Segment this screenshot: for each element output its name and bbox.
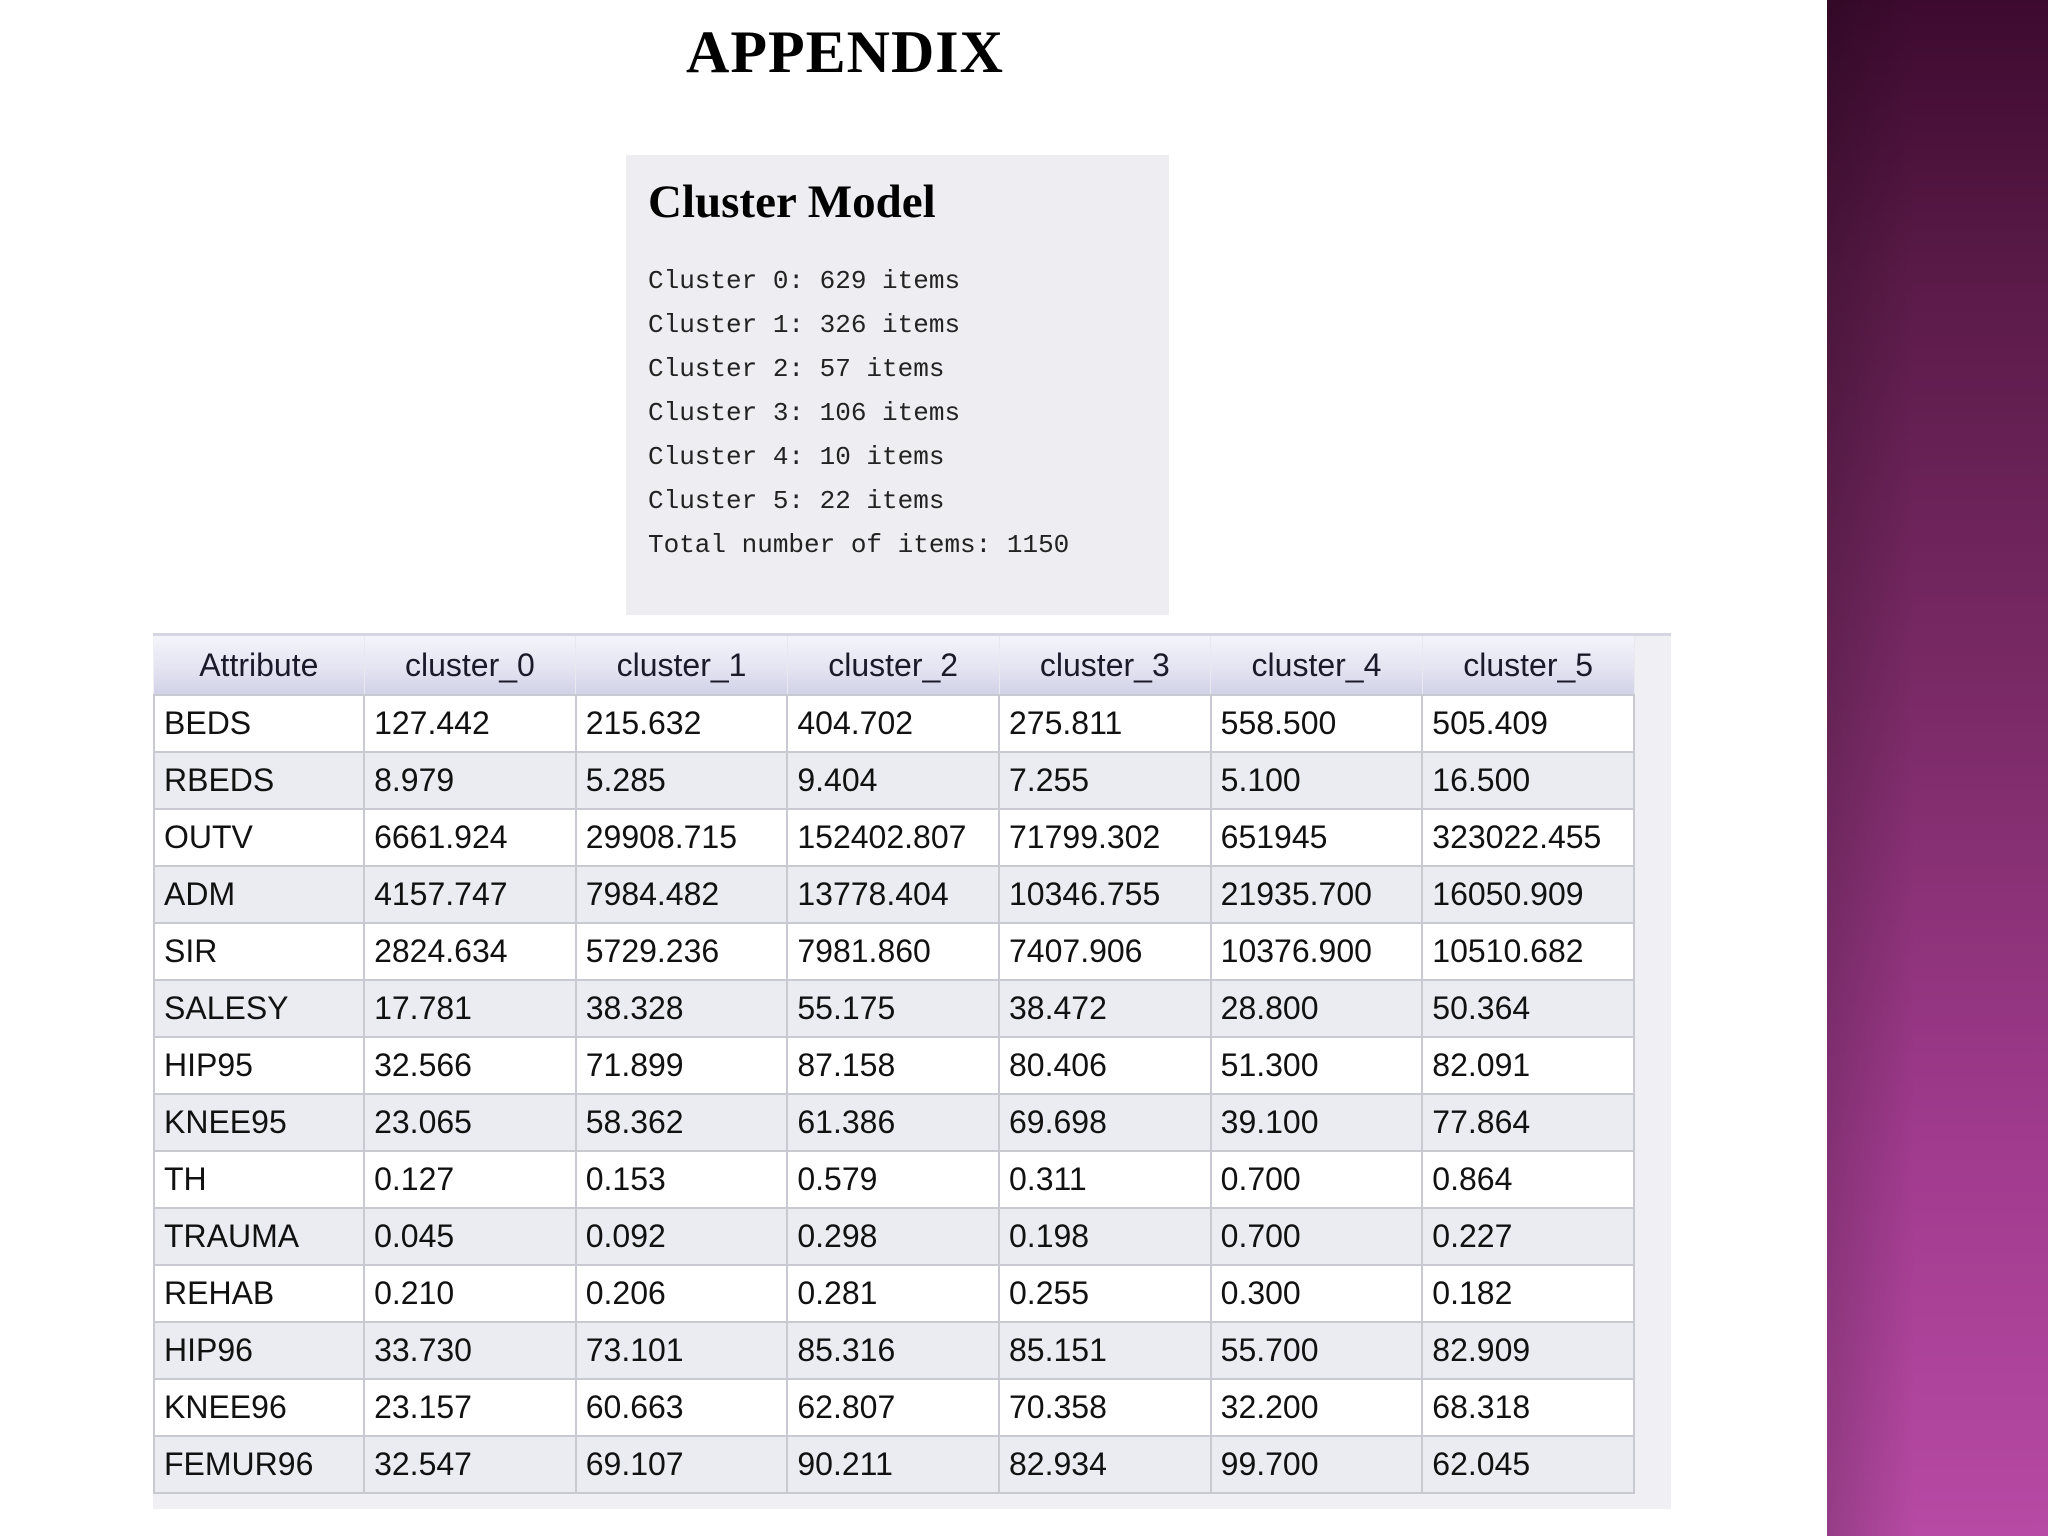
value-cell: 32.200 xyxy=(1211,1379,1423,1436)
column-header-cluster-3[interactable]: cluster_3 xyxy=(999,636,1211,695)
value-cell: 71799.302 xyxy=(999,809,1211,866)
value-cell: 7981.860 xyxy=(787,923,999,980)
value-cell: 0.311 xyxy=(999,1151,1211,1208)
value-cell: 404.702 xyxy=(787,695,999,752)
value-cell: 0.210 xyxy=(364,1265,576,1322)
value-cell: 23.065 xyxy=(364,1094,576,1151)
cluster-model-panel xyxy=(626,155,1169,615)
table-row xyxy=(154,1265,1634,1322)
table-row xyxy=(154,1379,1634,1436)
value-cell: 73.101 xyxy=(576,1322,788,1379)
value-cell: 2824.634 xyxy=(364,923,576,980)
value-cell: 58.362 xyxy=(576,1094,788,1151)
attribute-cell: BEDS xyxy=(154,695,364,752)
value-cell: 7407.906 xyxy=(999,923,1211,980)
value-cell: 10346.755 xyxy=(999,866,1211,923)
value-cell: 275.811 xyxy=(999,695,1211,752)
value-cell: 62.045 xyxy=(1422,1436,1634,1493)
value-cell: 82.091 xyxy=(1422,1037,1634,1094)
value-cell: 51.300 xyxy=(1211,1037,1423,1094)
value-cell: 0.092 xyxy=(576,1208,788,1265)
value-cell: 33.730 xyxy=(364,1322,576,1379)
value-cell: 23.157 xyxy=(364,1379,576,1436)
value-cell: 50.364 xyxy=(1422,980,1634,1037)
column-header-cluster-0[interactable]: cluster_0 xyxy=(364,636,576,695)
column-header-attribute[interactable]: Attribute xyxy=(154,636,364,695)
value-cell: 0.255 xyxy=(999,1265,1211,1322)
value-cell: 0.700 xyxy=(1211,1151,1423,1208)
centroid-table xyxy=(153,636,1635,1494)
value-cell: 90.211 xyxy=(787,1436,999,1493)
value-cell: 39.100 xyxy=(1211,1094,1423,1151)
value-cell: 17.781 xyxy=(364,980,576,1037)
attribute-cell: HIP95 xyxy=(154,1037,364,1094)
table-body xyxy=(154,695,1634,1493)
table-row xyxy=(154,752,1634,809)
value-cell: 69.698 xyxy=(999,1094,1211,1151)
value-cell: 5729.236 xyxy=(576,923,788,980)
value-cell: 82.909 xyxy=(1422,1322,1634,1379)
attribute-cell: KNEE95 xyxy=(154,1094,364,1151)
cluster-count-line: Cluster 1: 326 items xyxy=(648,310,961,340)
table-row xyxy=(154,1037,1634,1094)
decorative-side-bar xyxy=(1827,0,2048,1536)
column-header-cluster-5[interactable]: cluster_5 xyxy=(1422,636,1634,695)
value-cell: 32.566 xyxy=(364,1037,576,1094)
value-cell: 0.579 xyxy=(787,1151,999,1208)
value-cell: 5.285 xyxy=(576,752,788,809)
column-header-cluster-1[interactable]: cluster_1 xyxy=(576,636,788,695)
attribute-cell: ADM xyxy=(154,866,364,923)
cluster-model-summary xyxy=(648,259,1147,567)
value-cell: 0.182 xyxy=(1422,1265,1634,1322)
value-cell: 7.255 xyxy=(999,752,1211,809)
value-cell: 82.934 xyxy=(999,1436,1211,1493)
attribute-cell: HIP96 xyxy=(154,1322,364,1379)
page-title: APPENDIX xyxy=(686,19,1004,85)
attribute-cell: KNEE96 xyxy=(154,1379,364,1436)
value-cell: 16050.909 xyxy=(1422,866,1634,923)
value-cell: 55.175 xyxy=(787,980,999,1037)
value-cell: 7984.482 xyxy=(576,866,788,923)
table-row xyxy=(154,809,1634,866)
value-cell: 127.442 xyxy=(364,695,576,752)
table-row xyxy=(154,695,1634,752)
value-cell: 71.899 xyxy=(576,1037,788,1094)
value-cell: 70.358 xyxy=(999,1379,1211,1436)
table-row xyxy=(154,923,1634,980)
value-cell: 10510.682 xyxy=(1422,923,1634,980)
table-row xyxy=(154,1151,1634,1208)
value-cell: 323022.455 xyxy=(1422,809,1634,866)
value-cell: 152402.807 xyxy=(787,809,999,866)
cluster-count-line: Cluster 0: 629 items xyxy=(648,266,961,296)
attribute-cell: TRAUMA xyxy=(154,1208,364,1265)
value-cell: 0.700 xyxy=(1211,1208,1423,1265)
value-cell: 87.158 xyxy=(787,1037,999,1094)
value-cell: 13778.404 xyxy=(787,866,999,923)
table-row xyxy=(154,1094,1634,1151)
value-cell: 5.100 xyxy=(1211,752,1423,809)
cluster-count-line: Cluster 5: 22 items xyxy=(648,486,945,516)
value-cell: 28.800 xyxy=(1211,980,1423,1037)
value-cell: 0.281 xyxy=(787,1265,999,1322)
table-row xyxy=(154,1322,1634,1379)
value-cell: 6661.924 xyxy=(364,809,576,866)
value-cell: 77.864 xyxy=(1422,1094,1634,1151)
value-cell: 85.316 xyxy=(787,1322,999,1379)
value-cell: 55.700 xyxy=(1211,1322,1423,1379)
value-cell: 61.386 xyxy=(787,1094,999,1151)
attribute-cell: FEMUR96 xyxy=(154,1436,364,1493)
value-cell: 0.198 xyxy=(999,1208,1211,1265)
value-cell: 32.547 xyxy=(364,1436,576,1493)
value-cell: 85.151 xyxy=(999,1322,1211,1379)
table-row xyxy=(154,866,1634,923)
attribute-cell: TH xyxy=(154,1151,364,1208)
value-cell: 60.663 xyxy=(576,1379,788,1436)
value-cell: 0.206 xyxy=(576,1265,788,1322)
cluster-model-heading: Cluster Model xyxy=(648,176,936,228)
centroid-table-panel xyxy=(153,633,1671,1509)
attribute-cell: SALESY xyxy=(154,980,364,1037)
value-cell: 38.472 xyxy=(999,980,1211,1037)
attribute-cell: SIR xyxy=(154,923,364,980)
table-row xyxy=(154,1208,1634,1265)
attribute-cell: RBEDS xyxy=(154,752,364,809)
table-row xyxy=(154,980,1634,1037)
cluster-count-line: Cluster 4: 10 items xyxy=(648,442,945,472)
value-cell: 0.298 xyxy=(787,1208,999,1265)
value-cell: 0.227 xyxy=(1422,1208,1634,1265)
value-cell: 0.300 xyxy=(1211,1265,1423,1322)
column-header-cluster-4[interactable]: cluster_4 xyxy=(1211,636,1423,695)
attribute-cell: OUTV xyxy=(154,809,364,866)
value-cell: 9.404 xyxy=(787,752,999,809)
value-cell: 62.807 xyxy=(787,1379,999,1436)
column-header-cluster-2[interactable]: cluster_2 xyxy=(787,636,999,695)
value-cell: 505.409 xyxy=(1422,695,1634,752)
value-cell: 215.632 xyxy=(576,695,788,752)
value-cell: 0.127 xyxy=(364,1151,576,1208)
value-cell: 68.318 xyxy=(1422,1379,1634,1436)
cluster-count-line: Cluster 2: 57 items xyxy=(648,354,945,384)
value-cell: 16.500 xyxy=(1422,752,1634,809)
value-cell: 21935.700 xyxy=(1211,866,1423,923)
value-cell: 10376.900 xyxy=(1211,923,1423,980)
cluster-count-line: Cluster 3: 106 items xyxy=(648,398,961,428)
value-cell: 558.500 xyxy=(1211,695,1423,752)
value-cell: 0.045 xyxy=(364,1208,576,1265)
value-cell: 69.107 xyxy=(576,1436,788,1493)
value-cell: 38.328 xyxy=(576,980,788,1037)
table-header-row xyxy=(154,636,1634,695)
table-row xyxy=(154,1436,1634,1493)
value-cell: 80.406 xyxy=(999,1037,1211,1094)
value-cell: 0.153 xyxy=(576,1151,788,1208)
value-cell: 0.864 xyxy=(1422,1151,1634,1208)
value-cell: 4157.747 xyxy=(364,866,576,923)
attribute-cell: REHAB xyxy=(154,1265,364,1322)
value-cell: 651945 xyxy=(1211,809,1423,866)
value-cell: 99.700 xyxy=(1211,1436,1423,1493)
value-cell: 29908.715 xyxy=(576,809,788,866)
value-cell: 8.979 xyxy=(364,752,576,809)
total-items-line: Total number of items: 1150 xyxy=(648,530,1070,560)
